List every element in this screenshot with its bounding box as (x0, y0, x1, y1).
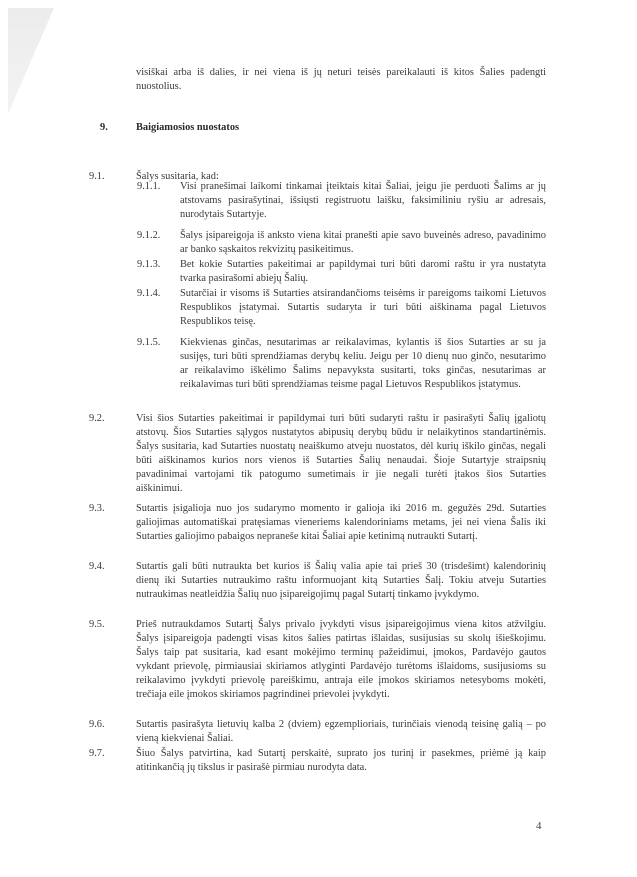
clause-text: Sutartis įsigalioja nuo jos sudarymo momento ir galioja iki 2016 m. gegužės 29d. Sutarties galiojimas automatiškai pratęsiamas vieneriems kalendoriniams metams, jei nei viena Šalis iki Sutarties galiojimo pabaigos nepraneše kitai Šaliai apie ketinimą nutraukti Sutartį. (136, 503, 546, 542)
clause-text: Šalys susitaria, kad: (136, 171, 219, 182)
clause-text: Šiuo Šalys patvirtina, kad Sutartį perskaitė, suprato jos turinį ir pasekmes, priėmė ją kaip atitinkančią jų tikslus ir pasirašė pirmiau nurodyta data. (136, 748, 546, 773)
clause-number: 9.2. (89, 413, 105, 424)
clause-number: 9.3. (89, 503, 105, 514)
clause-number: 9.5. (89, 619, 105, 630)
subclause-text: Kiekvienas ginčas, nesutarimas ar reikalavimas, kylantis iš šios Sutarties ar su ja susijęs, turi būti sprendžiamas derybų keliu. Jeigu per 10 dienų nuo ginčo, nesutarimo ar reikalavimo iškėlimo Šalims nepavyksta susitarti, toks ginčas, nesutarimas ar reikalavimas turi būti sprendžiamas teisme pagal Lietuvos Respublikos įstatymus. (180, 337, 546, 390)
clause-text: Prieš nutraukdamos Sutartį Šalys privalo įvykdyti visus įsipareigojimus viena kitos atžvilgiu. Šalys įsipareigoja padengti visas kitos šalies patirtas išlaidas, susijusias su skolų išieškojimu. Šalys taip pat susitaria, kad esant mokėjimo terminų pažeidimui, įmokos, Pardavėjo gautos vykdant prievolę, pirmiausiai skiriamos atlyginti Pardavėjo turėtoms išlaidoms, susijusioms su reikalavimo įvykdyti prievolę pareiškimu, antraja eile įmokos skiriamos netesyboms mokėti, trečiaja eile įmokos skiriamos pagrindinei prievolei įvykdyti. (136, 619, 546, 700)
clause-number: 9.7. (89, 748, 105, 759)
subclause-number: 9.1.5. (137, 337, 161, 348)
section-title: Baigiamosios nuostatos (136, 122, 240, 133)
section-number: 9. (100, 122, 108, 133)
clause-text: Sutartis gali būti nutraukta bet kurios iš Šalių valia apie tai prieš 30 (trisdešimt) kalendorinių dienų iki Sutarties nutraukimo raštu informuojant kitą Sutarties Šalį. Tokiu atveju Sutarties nutraukimas neatleidžia Šalių nuo įsipareigojimų pagal Sutartį tinkamo įvykdymo. (136, 561, 546, 600)
subclause-number: 9.1.4. (137, 288, 161, 299)
clause-number: 9.1. (89, 171, 105, 182)
clause-text: Sutartis pasirašyta lietuvių kalba 2 (dviem) egzemplioriais, turinčiais vienodą teisinę galią – po vieną kiekvienai Šaliai. (136, 719, 546, 744)
page-number: 4 (536, 820, 542, 832)
intro-continuation: visiškai arba iš dalies, ir nei viena iš jų neturi teisės pareikalauti iš kitos Šalies padengti nuostolius. (136, 67, 546, 92)
subclause-number: 9.1.3. (137, 259, 161, 270)
subclause-text: Sutarčiai ir visoms iš Sutarties atsirandančioms teisėms ir pareigoms taikomi Lietuvos Respublikos įstatymai. Sutartis sudaryta ir turi būti aiškinama pagal Lietuvos Respublikos teisę. (180, 288, 546, 327)
subclause-number: 9.1.1. (137, 181, 161, 192)
clause-text: Visi šios Sutarties pakeitimai ir papildymai turi būti sudaryti raštu ir pasirašyti Šalių įgaliotų atstovų. Šios Sutarties sąlygos nustatytos abipusių derybų būdu ir nelaikytinos standartinėmis. Šalys susitaria, kad Sutarties nuostatų neaiškumo atveju nuostatos, dėl kurių iškilo ginčas, negali būti aiškinamos kurios nors vienos iš Sutarties Šalių nenaudai. Šioje Sutartyje straipsnių pavadinimai vartojami tik patogumo sumetimais ir jie negali turėti įtakos šios Sutarties aiškinimui. (136, 413, 546, 494)
subclause-text: Bet kokie Sutarties pakeitimai ar papildymai turi būti daromi raštu ir yra nustatyta tvarka pasirašomi abiejų Šalių. (180, 259, 546, 284)
subclause-number: 9.1.2. (137, 230, 161, 241)
subclause-text: Visi pranešimai laikomi tinkamai įteiktais kitai Šaliai, jeigu jie perduoti Šalims ar jų atstovams pasirašytinai, išsiųsti registruotu laišku, faksimiliniu ryšiu ar adresais, nurodytais Sutartyje. (180, 181, 546, 220)
subclause-text: Šalys įsipareigoja iš anksto viena kitai pranešti apie savo buveinės adreso, pavadinimo ar banko sąskaitos rekvizitų pasikeitimus. (180, 230, 546, 255)
clause-number: 9.4. (89, 561, 105, 572)
clause-number: 9.6. (89, 719, 105, 730)
